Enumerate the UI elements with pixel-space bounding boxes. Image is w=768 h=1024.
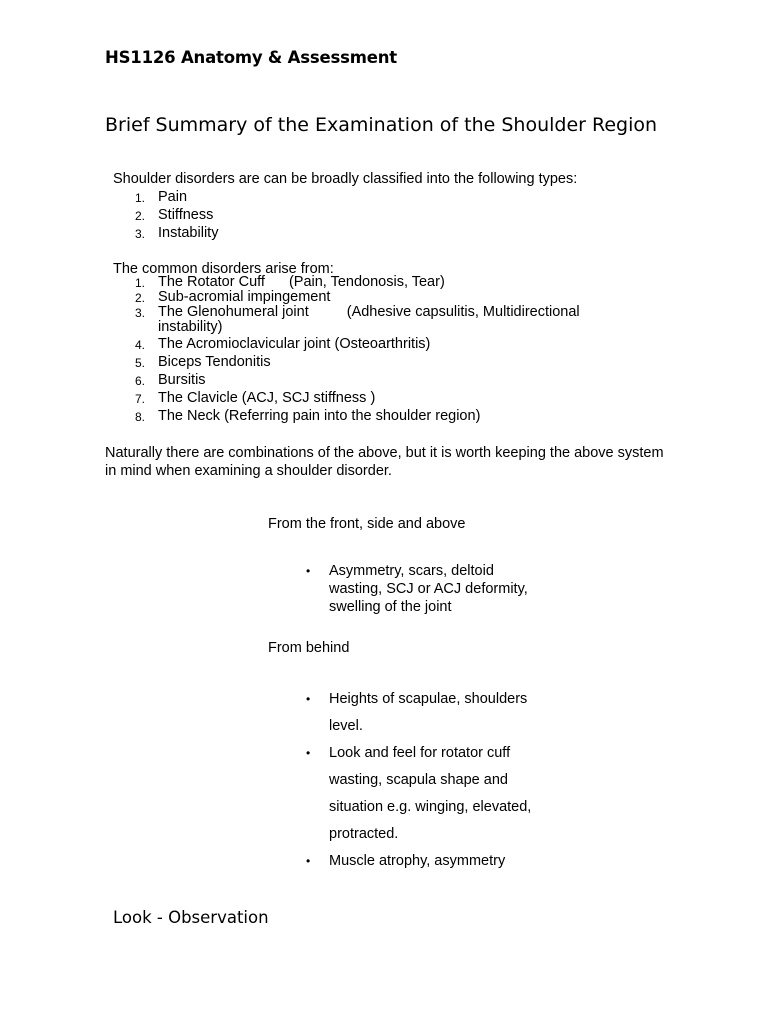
- common-disorders-intro: The common disorders arise from:: [113, 261, 334, 277]
- bullet-icon: •: [306, 854, 311, 868]
- list-number: 3.: [135, 306, 146, 320]
- list-item: [113, 353, 633, 371]
- bullet-icon: •: [306, 564, 311, 578]
- disorder-name: The Rotator Cuff: [158, 274, 265, 290]
- summary-paragraph: Naturally there are combinations of the above, but it is worth keeping the above system in mind when examining a shoulder disorder.: [105, 445, 664, 479]
- disorder-name: The Acromioclavicular joint (Osteoarthritis): [158, 336, 431, 352]
- list-item: [113, 290, 633, 305]
- disorder-detail: (Adhesive capsulitis, Multidirectional instability): [158, 304, 580, 335]
- list-number: 4.: [135, 338, 146, 352]
- list-number: 1.: [135, 191, 146, 205]
- disorder-name: The Clavicle (ACJ, SCJ stiffness ): [158, 390, 376, 406]
- course-title: HS1126 Anatomy & Assessment: [105, 48, 397, 67]
- behind-view-heading: From behind: [268, 640, 350, 656]
- bullet-text: Asymmetry, scars, deltoid wasting, SCJ or ACJ deformity, swelling of the joint: [329, 563, 528, 615]
- list-item: [113, 224, 218, 242]
- list-number: 2.: [135, 291, 146, 305]
- list-item: [113, 275, 633, 290]
- list-item: [113, 335, 633, 353]
- bullet-item: [306, 848, 551, 875]
- list-number: 3.: [135, 227, 146, 241]
- document-title: Brief Summary of the Examination of the Shoulder Region: [105, 114, 658, 136]
- list-number: 6.: [135, 374, 146, 388]
- bullet-item: [306, 740, 551, 848]
- bullet-text: Look and feel for rotator cuff wasting, scapula shape and situation e.g. winging, elevated, protracted.: [329, 745, 532, 842]
- disorder-name: The Glenohumeral joint: [158, 304, 309, 320]
- types-list: [113, 188, 218, 242]
- list-number: 5.: [135, 356, 146, 370]
- disorder-name: Bursitis: [158, 372, 206, 388]
- list-item-text: Pain: [158, 189, 188, 205]
- bullet-item: [306, 562, 546, 616]
- section-heading: Look - Observation: [113, 908, 269, 927]
- disorder-detail: (Pain, Tendonosis, Tear): [288, 274, 445, 290]
- list-item: [113, 188, 218, 206]
- list-item: [113, 407, 633, 425]
- behind-view-bullets: [306, 686, 551, 875]
- list-item: [113, 206, 218, 224]
- disorder-name: Biceps Tendonitis: [158, 354, 271, 370]
- bullet-text: Heights of scapulae, shoulders level.: [329, 691, 528, 734]
- list-number: 1.: [135, 276, 146, 290]
- disorders-list: [113, 275, 633, 425]
- bullet-item: [306, 686, 551, 740]
- list-item: [113, 305, 633, 335]
- disorder-name: The Neck (Referring pain into the shoulder region): [158, 408, 481, 424]
- list-number: 8.: [135, 410, 146, 424]
- list-number: 7.: [135, 392, 146, 406]
- front-view-bullets: [306, 562, 546, 616]
- list-item: [113, 371, 633, 389]
- list-number: 2.: [135, 209, 146, 223]
- bullet-text: Muscle atrophy, asymmetry: [329, 853, 506, 869]
- bullet-icon: •: [306, 692, 311, 706]
- front-view-heading: From the front, side and above: [268, 516, 466, 532]
- disorder-name: Sub-acromial impingement: [158, 289, 331, 305]
- intro-paragraph: Shoulder disorders are can be broadly classified into the following types:: [113, 171, 578, 187]
- list-item: [113, 389, 633, 407]
- list-item-text: Stiffness: [158, 207, 214, 223]
- bullet-icon: •: [306, 746, 311, 760]
- list-item-text: Instability: [158, 225, 219, 241]
